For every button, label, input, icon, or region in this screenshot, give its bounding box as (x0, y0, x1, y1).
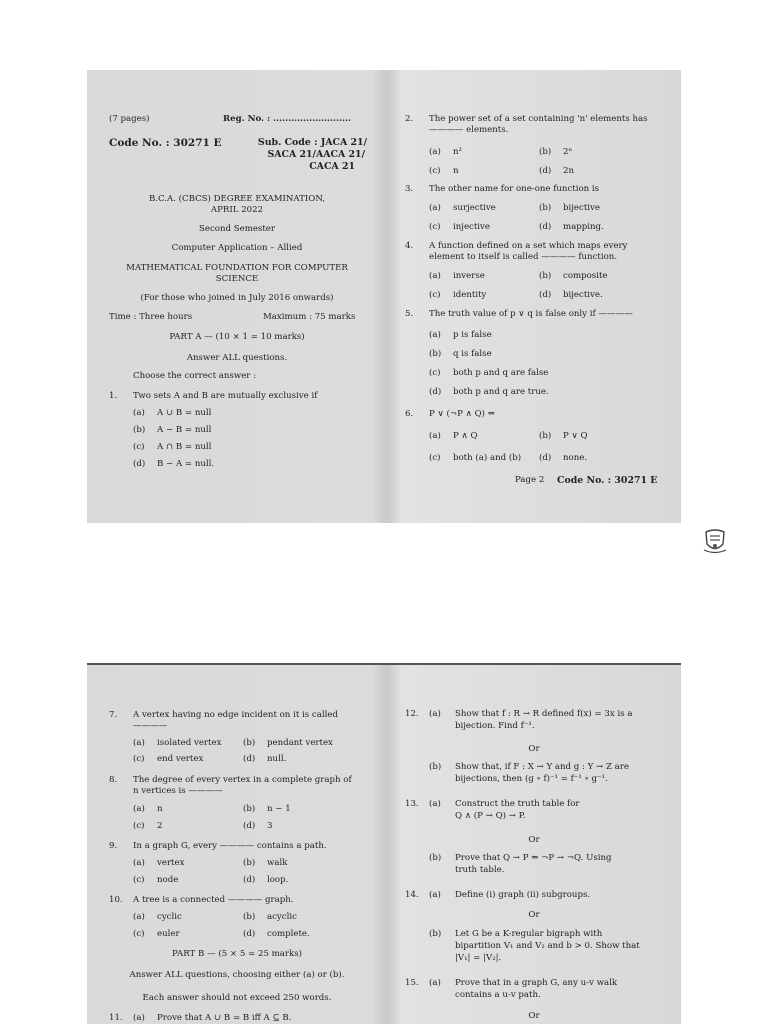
word-limit-instruction: Each answer should not exceed 250 words. (142, 993, 332, 1003)
option-c: both (a) and (b) (453, 453, 522, 463)
option-a: isolated vertex (157, 738, 222, 748)
option-c: n (453, 166, 459, 176)
option-label: (b) (429, 349, 442, 359)
option-b: A − B = null (157, 425, 212, 435)
option-b: composite (563, 271, 608, 281)
option-label: (c) (429, 290, 441, 300)
question-number: 9. (109, 841, 118, 851)
option-label: (d) (243, 754, 256, 764)
part-a-line-1: Construct the truth table for (455, 799, 580, 809)
question-number: 11. (109, 1013, 123, 1023)
option-label: (c) (133, 821, 145, 831)
part-label: (a) (429, 890, 441, 900)
option-d: 3 (267, 821, 273, 831)
option-a: P ∧ Q (453, 431, 478, 441)
part-a-line-1: Show that f : R → R defined f(x) = 3x is a (455, 709, 633, 719)
option-label: (b) (539, 147, 552, 157)
part-label: (a) (429, 978, 441, 988)
page1-right-column (405, 70, 663, 523)
question-text: The truth value of p ∨ q is false only if ———— (429, 309, 633, 319)
option-c: A ∩ B = null (157, 442, 212, 452)
option-label: (d) (243, 821, 256, 831)
part-a-line-1: Prove that in a graph G, any u-v walk (455, 978, 618, 988)
option-a: n (157, 804, 163, 814)
time-allowed: Time : Three hours (109, 312, 193, 322)
option-b: 2ⁿ (563, 147, 573, 157)
question-text-line-1: The power set of a set containing 'n' elements has (429, 114, 648, 124)
option-b: q is false (453, 349, 492, 359)
option-label: (b) (539, 431, 552, 441)
page2-left-column (109, 665, 371, 1024)
option-b: walk (267, 858, 288, 868)
question-text: Prove that A ∪ B = B iff A ⊆ B. (157, 1013, 292, 1023)
page1-left-column (109, 70, 371, 523)
question-number: 3. (405, 184, 414, 194)
option-c: both p and q are false (453, 368, 549, 378)
question-number: 10. (109, 895, 123, 905)
or-separator: Or (528, 1011, 540, 1021)
question-text-line-2: n vertices is ———— (133, 786, 223, 796)
page-count: (7 pages) (109, 114, 150, 124)
option-b: P ∨ Q (563, 431, 588, 441)
part-label: (a) (429, 709, 441, 719)
option-b: pendant vertex (267, 738, 333, 748)
option-label: (c) (429, 368, 441, 378)
option-label: (c) (429, 166, 441, 176)
option-label: (a) (429, 271, 441, 281)
question-text: P ∨ (¬P ∧ Q) ⇔ (429, 409, 495, 419)
or-separator: Or (528, 744, 540, 754)
reg-no: Reg. No. : .......................... (223, 114, 351, 124)
part-a-heading: PART A — (10 × 1 = 10 marks) (169, 332, 305, 342)
part-b-line-2: truth table. (455, 865, 505, 875)
exam-title-line-1: B.C.A. (CBCS) DEGREE EXAMINATION, (148, 194, 326, 204)
option-label: (d) (429, 387, 442, 397)
subject-group: Computer Application – Allied (171, 243, 303, 253)
part-b-line-3: |V₁| = |V₂|. (455, 953, 502, 963)
option-d: none. (563, 453, 588, 463)
question-number: 7. (109, 710, 118, 720)
part-label: (b) (429, 929, 442, 939)
option-label: (b) (243, 858, 256, 868)
option-d: loop. (267, 875, 289, 885)
option-a: inverse (453, 271, 485, 281)
option-label: (d) (243, 929, 256, 939)
sub-code-line-1: Sub. Code : JACA 21/ (257, 137, 367, 148)
question-text-line-2: element to itself is called ———— function. (429, 252, 618, 262)
question-number: 5. (405, 309, 414, 319)
option-a: surjective (453, 203, 496, 213)
option-c: 2 (157, 821, 163, 831)
question-blank: ———— (133, 721, 168, 731)
sub-code-line-3: CACA 21 (309, 161, 355, 172)
part-b-line-1: Show that, if F : X → Y and g : Y → Z are (455, 762, 629, 772)
option-label: (b) (243, 738, 256, 748)
option-a: p is false (453, 330, 492, 340)
option-label: (c) (133, 875, 145, 885)
option-label: (a) (429, 203, 441, 213)
question-number: 12. (405, 709, 419, 719)
question-number: 14. (405, 890, 419, 900)
option-label: (a) (133, 738, 145, 748)
option-label: (a) (133, 1013, 145, 1023)
option-label: (a) (429, 147, 441, 157)
option-c: injective (453, 222, 490, 232)
part-a-line-2: bijection. Find f⁻¹. (455, 721, 535, 731)
option-d: null. (267, 754, 287, 764)
option-label: (d) (539, 222, 552, 232)
exam-sheet-page-2 (87, 663, 681, 1024)
question-number: 8. (109, 775, 118, 785)
option-label: (b) (133, 425, 146, 435)
option-label: (c) (133, 442, 145, 452)
question-text: A tree is a connected ———— graph. (133, 895, 294, 905)
question-text: A vertex having no edge incident on it is called (133, 710, 338, 720)
option-label: (a) (133, 408, 145, 418)
option-label: (a) (133, 804, 145, 814)
part-b-line-1: Let G be a K-regular bigraph with (455, 929, 603, 939)
part-label: (b) (429, 762, 442, 772)
option-d: B − A = null. (157, 459, 215, 469)
exam-title-line-2: APRIL 2022 (210, 205, 264, 215)
option-label: (d) (539, 290, 552, 300)
eligibility-note: (For those who joined in July 2016 onwards) (140, 293, 334, 303)
option-label: (a) (429, 431, 441, 441)
answer-all-instruction: Answer ALL questions. (186, 353, 288, 363)
or-separator: Or (528, 910, 540, 920)
option-a: cyclic (157, 912, 182, 922)
option-label: (d) (539, 166, 552, 176)
part-label: (b) (429, 853, 442, 863)
choose-instruction: Choose the correct answer : (133, 371, 257, 381)
part-a-line-1: Define (i) graph (ii) subgroups. (455, 890, 591, 900)
option-label: (b) (243, 804, 256, 814)
exam-sheet-page-1 (87, 70, 681, 523)
question-number: 2. (405, 114, 414, 124)
option-label: (a) (133, 912, 145, 922)
question-number: 13. (405, 799, 419, 809)
option-b: n − 1 (267, 804, 291, 814)
question-number: 6. (405, 409, 414, 419)
option-label: (c) (429, 222, 441, 232)
option-label: (b) (539, 271, 552, 281)
option-c: node (157, 875, 179, 885)
part-b-heading: PART B — (5 × 5 = 25 marks) (172, 949, 302, 959)
option-label: (c) (133, 754, 145, 764)
question-number: 4. (405, 241, 414, 251)
option-c: end vertex (157, 754, 204, 764)
option-c: euler (157, 929, 180, 939)
sub-code-line-2: SACA 21/AACA 21/ (267, 149, 365, 160)
question-number: 1. (109, 391, 118, 401)
question-text-line-2: ———— elements. (429, 125, 509, 135)
paper-title-line-2: SCIENCE (215, 274, 259, 284)
part-label: (a) (429, 799, 441, 809)
code-number: Code No. : 30271 E (109, 137, 222, 149)
option-label: (b) (243, 912, 256, 922)
part-a-line-2: Q ∧ (P → Q) → P. (455, 811, 526, 821)
question-text-line-1: A function defined on a set which maps every (429, 241, 628, 251)
maximum-marks: Maximum : 75 marks (263, 312, 356, 322)
part-b-line-1: Prove that Q → P ⇔ ¬P → ¬Q. Using (455, 853, 612, 863)
option-a: A ∪ B = null (157, 408, 212, 418)
part-b-line-2: bijections, then (g ∘ f)⁻¹ = f⁻¹ ∘ g⁻¹. (455, 774, 608, 784)
question-text-line-1: The degree of every vertex in a complete graph of (133, 775, 352, 785)
option-c: identity (453, 290, 487, 300)
option-d: both p and q are true. (453, 387, 549, 397)
option-label: (d) (133, 459, 146, 469)
footer-page-number: Page 2 (515, 475, 545, 485)
question-text: In a graph G, every ———— contains a path. (133, 841, 327, 851)
option-label: (d) (243, 875, 256, 885)
semester: Second Semester (199, 224, 275, 234)
option-label: (a) (429, 330, 441, 340)
option-label: (d) (539, 453, 552, 463)
answer-choice-instruction: Answer ALL questions, choosing either (a) or (b). (129, 970, 345, 980)
question-text: The other name for one-one function is (429, 184, 600, 194)
option-d: mapping. (563, 222, 604, 232)
part-a-line-2: contains a u-v path. (455, 990, 541, 1000)
page2-right-column (405, 665, 663, 1024)
part-b-line-2: bipartition V₁ and V₂ and b > 0. Show that (455, 941, 640, 951)
option-label: (c) (133, 929, 145, 939)
option-label: (b) (539, 203, 552, 213)
option-b: bijective (563, 203, 600, 213)
option-a: n² (453, 147, 462, 157)
option-label: (a) (133, 858, 145, 868)
or-separator: Or (528, 835, 540, 845)
option-label: (c) (429, 453, 441, 463)
university-emblem-icon (703, 528, 727, 554)
question-number: 15. (405, 978, 419, 988)
paper-title-line-1: MATHEMATICAL FOUNDATION FOR COMPUTER (126, 263, 348, 273)
option-d: 2n (563, 166, 575, 176)
option-b: acyclic (267, 912, 297, 922)
option-d: complete. (267, 929, 310, 939)
option-a: vertex (157, 858, 185, 868)
question-text: Two sets A and B are mutually exclusive if (133, 391, 318, 401)
footer-code-number: Code No. : 30271 E (557, 475, 658, 486)
option-d: bijective. (563, 290, 603, 300)
